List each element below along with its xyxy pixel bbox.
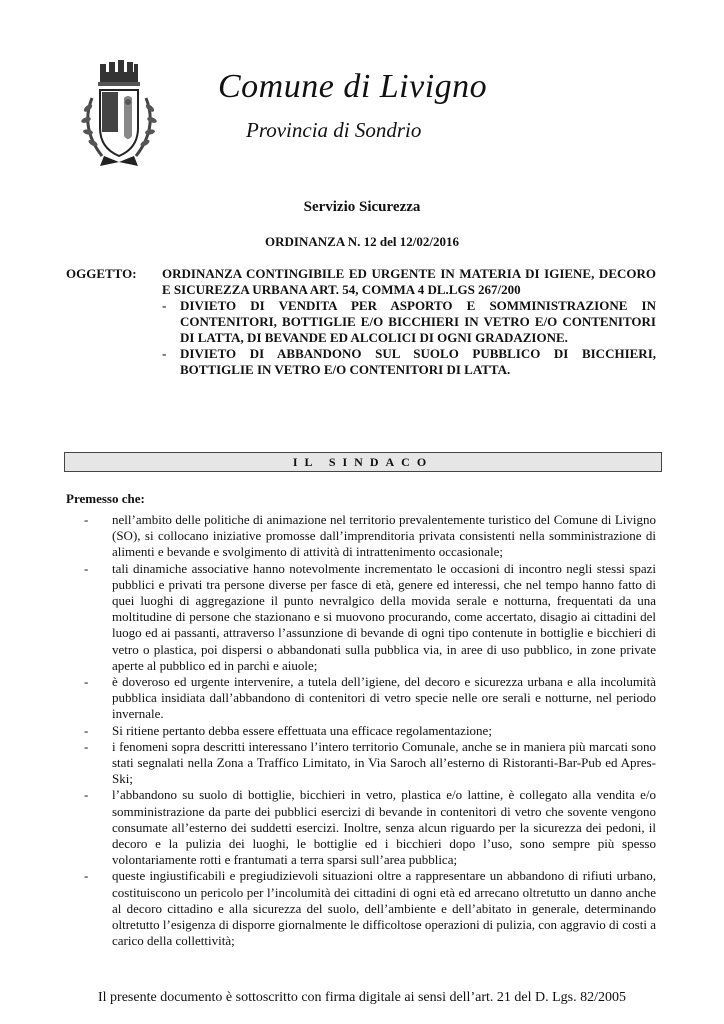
dash-marker: - [162, 298, 167, 313]
list-item-text: queste ingiustificabili e pregiudizievoli situazioni oltre a rappresentare un abbandono di rifiuti urbano, costituiscono un pericolo per l’incolumità dei cittadini di ogni età ed arrecano oltretutto un danno anche al decoro cittadino e alla sicurezza del suolo, dell’ambiente e dell’abitato in generale, determinando oltretutto l’esigenza di disporre giornalmente le difficoltose operazioni di pulizia, con aggravio di costi a carico della collettività; [112, 868, 656, 949]
list-item-text: nell’ambito delle politiche di animazione nel territorio prevalentemente turistico del Comune di Livigno (SO), si collocano iniziative promosse dall’imprenditoria privata consistenti nella somministrazione di alimenti e bevande e svolgimento di attività di intrattenimento occasionale; [112, 512, 656, 560]
dash-marker: - [84, 512, 89, 527]
subject-item [162, 298, 656, 346]
list-item [84, 787, 656, 868]
digital-signature-note: Il presente documento è sottoscritto con firma digitale ai sensi dell’art. 21 del D. Lgs. 82/2005 [98, 990, 626, 1005]
subject-main: ORDINANZA CONTINGIBILE ED URGENTE IN MATERIA DI IGIENE, DECORO E SICUREZZA URBANA ART. 54, COMMA 4 DL.LGS 267/200 [162, 266, 656, 297]
comune-title: Comune di Livigno [218, 68, 488, 105]
dash-marker: - [84, 868, 89, 884]
dash-marker: - [84, 738, 89, 754]
dash-marker: - [84, 722, 89, 738]
list-item [84, 723, 656, 739]
subject-item-text: DIVIETO DI ABBANDONO SUL SUOLO PUBBLICO DI BICCHIERI, BOTTIGLIE IN VETRO E/O CONTENITORI DI LATTA. [180, 346, 656, 377]
list-item [84, 561, 656, 674]
subject-item-text: DIVIETO DI VENDITA PER ASPORTO E SOMMINISTRAZIONE IN CONTENITORI, BOTTIGLIE E/O BICCHIERI IN VETRO E/O CONTENITORI DI LATTA, DI BEVANDE ED ALCOLICI DI OGNI GRADAZIONE. [180, 298, 656, 345]
list-item [84, 512, 656, 561]
dash-marker: - [84, 674, 89, 690]
list-item-text: tali dinamiche associative hanno notevolmente incrementato le occasioni di incontro negli stessi spazi pubblici e privati tra persone diverse per fasce di età, genere ed interessi, che nel tempo hanno fatto di quei luoghi di aggregazione il punto nevralgico della movida serale e notturna, frequentati da una moltitudine di persone che stazionano e si muovono procurando, come accertato, disagio ai cittadini del luogo ed ai passanti, attraverso l’assunzione di bevande di ogni tipo contenute in bottiglie e bicchieri di vetro o plastica, poi dispersi o abbandonati sulla pubblica via, in aree di uso pubblico, in zone private aperte al pubblico ed in parchi e aiuole; [112, 560, 656, 673]
list-item-text: l’abbandono su suolo di bottiglie, bicchieri in vetro, plastica e/o lattine, è collegato alla vendita e/o somministrazione da parte dei pubblici esercizi di bevande in contenitori di vetro che sovente vengono consumate all’esterno dei suddetti esercizi. Inoltre, senza alcun riguardo per la sicurezza dei pedoni, il decoro e la pulizia dei luoghi, le bottiglie ed i bicchieri dopo l’uso, sono sempre più spesso volontariamente rotti e frantumati a terra sparsi sull’area pubblica; [112, 787, 656, 868]
premises-list [84, 512, 656, 949]
subject-item [162, 346, 656, 378]
dash-marker: - [162, 346, 167, 361]
list-item-text: Si ritiene pertanto debba essere effettuata una efficace regolamentazione; [112, 722, 492, 738]
coat-of-arms-icon [78, 58, 160, 170]
provincia-subtitle: Provincia di Sondrio [246, 118, 422, 142]
dash-marker: - [84, 560, 89, 576]
dash-marker: - [84, 787, 89, 803]
subject-label: OGGETTO: [66, 266, 137, 281]
service-heading: Servizio Sicurezza [303, 199, 421, 215]
premesso-heading: Premesso che: [66, 491, 145, 506]
list-item [84, 674, 656, 723]
ordinance-number: ORDINANZA N. 12 del 12/02/2016 [265, 234, 459, 249]
sindaco-banner: IL SINDACO [64, 452, 662, 472]
list-item-text: i fenomeni sopra descritti interessano l’intero territorio Comunale, anche se in maniera più marcati sono stati segnalati nella Zona a Traffico Limitato, in Via Saroch all’esterno di Ristoranti-Bar-Pub ed Apres-Ski; [112, 738, 656, 787]
list-item-text: è doveroso ed urgente intervenire, a tutela dell’igiene, del decoro e sicurezza urbana e alla incolumità pubblica insidiata dall’abbandono di contenitori di vetro specie nelle ore serali e notturne, nel periodo invernale. [112, 674, 656, 722]
subject-body [162, 266, 656, 378]
list-item [84, 739, 656, 788]
list-item [84, 868, 656, 949]
